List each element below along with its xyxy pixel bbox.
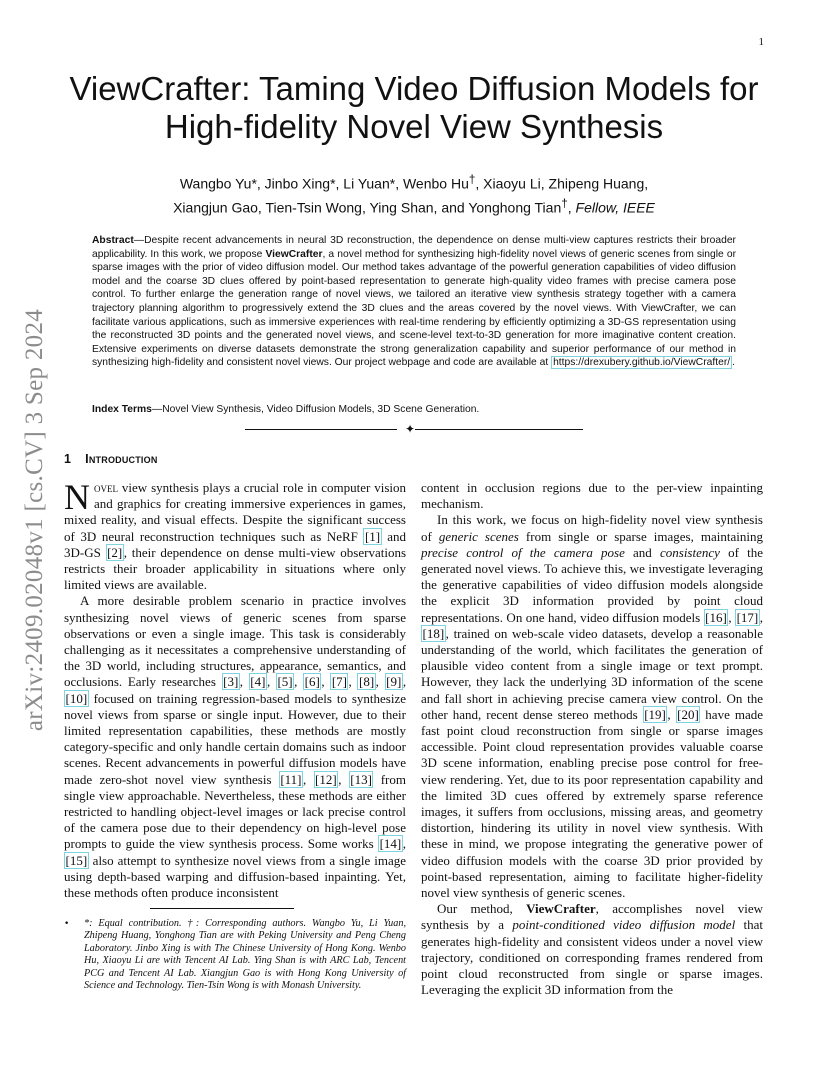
citation-link[interactable]: [7] — [331, 674, 347, 690]
abstract — [92, 234, 736, 370]
paragraph — [64, 477, 407, 593]
citation-link[interactable]: [18] — [422, 625, 445, 641]
text: A more desirable problem scenario in practice involves synthesizing novel views of generic scenes from sparse observations or even a single image. This task is considerably challenging as it necessitates a comprehensive understanding of the 3D world, including structures, appearance, semantics, and occlusions. Early researches — [64, 593, 406, 690]
paragraph — [421, 512, 763, 901]
method-name: ViewCrafter — [526, 901, 596, 917]
author-line-2 — [60, 194, 768, 218]
author-text: Xiangjun Gao, Tien-Tsin Wong, Ying Shan, and Yonghong Tian — [173, 199, 562, 216]
citation-link[interactable]: [19] — [644, 706, 666, 722]
text: , — [239, 674, 249, 690]
citation-link[interactable]: [4] — [250, 674, 266, 690]
citation-link[interactable]: [12] — [315, 771, 337, 787]
text: , — [266, 674, 276, 690]
section-divider — [245, 422, 583, 436]
citation-link[interactable]: [15] — [65, 852, 88, 868]
footnote — [64, 918, 406, 992]
author-list — [60, 170, 768, 217]
right-column — [421, 480, 763, 999]
text: have made fast point cloud reconstruction from single or sparse images accessible. Point cloud representation provides valuable coarse 3D scene information, enabling precise pose control for free-view rendering. Yet, due to its poor representation capability and the limited 3D cues offered by extremely sparse reference images, it suffers from occlusions, missing areas, and geometry distortion, hindering its utility in novel view synthesis. With these in mind, we propose integrating the generative power of video diffusion models with the coarse 3D prior provided by point-based representation, aiming to facilitate higher-fidelity novel view synthesis of generic scenes. — [421, 706, 763, 901]
text: , accomplishes novel view synthesis by a — [421, 901, 764, 933]
text: and 3D-GS — [64, 528, 406, 560]
section-heading-introduction — [64, 452, 158, 466]
left-column — [64, 477, 407, 901]
text: , — [728, 609, 736, 625]
text: , trained on web-scale video datasets, develop a reasonable understanding of the world, which facilitates the generation of plausible video content from a single image or text prompt. However, they lack the underlying 3D information of the scene and fall short in achieving precise camera view control. On the other hand, recent dense stereo methods — [421, 625, 763, 722]
fellow-ieee: Fellow, IEEE — [575, 199, 655, 216]
text: of the generated novel views. To achieve this, we investigate leveraging the generative capabilities of video diffusion models alongside the explicit 3D information provided by point cloud representations. On one hand, video diffusion models — [421, 544, 763, 625]
abstract-end: . — [732, 357, 735, 369]
paragraph — [421, 901, 763, 998]
citation-link[interactable]: [1] — [364, 528, 381, 544]
text: , — [667, 706, 676, 722]
italic-text: precise control of the camera pose — [421, 544, 625, 560]
text: In this work, we focus on high-fidelity novel view synthesis of — [421, 512, 763, 544]
citation-link[interactable]: [6] — [304, 674, 320, 690]
paragraph — [421, 480, 763, 512]
text: , — [759, 609, 764, 625]
text: focused on training regression-based models to synthesize novel views from sparse or single input. However, due to their limited representation capabilities, these methods are mostly category-specific and only handle certain domains such as indoor scenes. Recent advancements in powerful diffusion models have made zero-shot novel view synthesis — [64, 690, 406, 787]
text: Our method, — [437, 901, 527, 917]
citation-link[interactable]: [3] — [223, 674, 239, 690]
text: , — [294, 674, 304, 690]
footnote-bullet: • — [64, 919, 70, 929]
text: that generates high-fidelity and consistent videos under a novel view trajectory, conditioned on corresponding frames rendered from point cloud reconstructed from single or sparse images. Leveraging the explicit 3D information from the — [421, 917, 763, 998]
citation-link[interactable]: [14] — [379, 836, 402, 852]
method-name: ViewCrafter — [265, 248, 323, 260]
text: and — [624, 544, 660, 560]
text: content in occlusion regions due to the per-view inpainting mechanism. — [421, 480, 763, 512]
text: , — [303, 771, 314, 787]
author-text: , — [567, 199, 576, 216]
citation-link[interactable]: [10] — [65, 690, 88, 706]
paragraph — [64, 593, 406, 901]
drop-cap: N — [64, 477, 90, 517]
dagger-mark: † — [561, 196, 568, 210]
dagger-mark: † — [468, 173, 476, 186]
paper-title — [60, 70, 768, 146]
index-terms-label: Index Terms — [92, 404, 152, 415]
italic-text: generic scenes — [438, 528, 519, 544]
text: , — [321, 674, 331, 690]
smallcaps-word: ovel — [94, 480, 118, 495]
section-number: 1 — [64, 452, 72, 466]
italic-text: consistency — [659, 544, 720, 560]
divider-line-left — [245, 429, 397, 430]
section-title-rest: ntroduction — [88, 452, 158, 466]
title-line-1: ViewCrafter: Taming Video Diffusion Models for — [69, 70, 759, 107]
citation-link[interactable]: [11] — [280, 771, 302, 787]
index-terms-text: —Novel View Synthesis, Video Diffusion Models, 3D Scene Generation. — [151, 404, 480, 415]
text: , their dependence on dense multi-view observations restricts their broader applicability in situations where only limited views are available. — [64, 544, 407, 593]
text: also attempt to synthesize novel views from a single image using depth-based warping and diffusion-based inpainting. Yet, these methods often produce inconsistent — [64, 852, 406, 901]
divider-line-right — [415, 429, 583, 430]
author-text: , Xiaoyu Li, Zhipeng Huang, — [475, 175, 649, 192]
citation-link[interactable]: [13] — [350, 771, 372, 787]
citation-link[interactable]: [8] — [358, 674, 375, 690]
text: view synthesis plays a crucial role in computer vision and graphics for creating immersive experiences in games, mixed reality, and visual effects. Despite the significant success of 3D neural reconstruction techniques such as NeRF — [64, 480, 406, 544]
footnote-rule — [150, 908, 294, 909]
text: , — [402, 836, 406, 852]
text: , — [375, 674, 385, 690]
citation-link[interactable]: [5] — [277, 674, 293, 690]
abstract-text: , a novel method for synthesizing high-fidelity novel views of generic scenes from single or sparse images with the prior of video diffusion model. Our method takes advantage of the powerful generation capabilities of video diffusion model and the coarse 3D clues offered by point-based representation to generate high-quality video frames with precise camera pose control. To further enlarge the generation range of novel views, we tailored an iterative view synthesis strategy together with a camera trajectory planning algorithm to progressively extend the 3D clues and the areas covered by the novel views. With ViewCrafter, we can facilitate various applications, such as immersive experiences with real-time rendering by efficiently optimizing a 3D-GS representation using the reconstructed 3D points and the generated novel views, and scene-level text-to-3D generation for more imaginative content creation. Extensive experiments on diverse datasets demonstrate the strong generalization capability and superior performance of our method in synthesizing high-fidelity and consistent novel views. Our project webpage and code are available at — [92, 248, 736, 369]
page-number: 1 — [758, 36, 764, 48]
arxiv-identifier-stamp: arXiv:2409.02048v1 [cs.CV] 3 Sep 2024 — [21, 308, 48, 732]
text: , — [402, 674, 407, 690]
title-line-2: High-fidelity Novel View Synthesis — [164, 108, 664, 145]
author-line-1 — [60, 170, 768, 194]
citation-link[interactable]: [9] — [386, 674, 402, 690]
index-terms — [92, 403, 736, 417]
text: from single or sparse images, maintaining — [518, 528, 763, 544]
author-text: Wangbo Yu*, Jinbo Xing*, Li Yuan*, Wenbo Hu — [179, 175, 469, 192]
citation-link[interactable]: [20] — [677, 706, 699, 722]
footnote-text: *: Equal contribution. †: Corresponding authors. Wangbo Yu, Li Yuan, Zhipeng Huang, Yonghong Tian are with Peking University and Peng Cheng Laboratory. Jinbo Xing is with The Chinese University of Hong Kong. Wenbo Hu, Xiaoyu Li are with Tencent AI Lab. Ying Shan is with ARC Lab, Tencent PCG and Tencent AI Lab. Xiangjun Gao is with Hong Kong University of Science and Technology. Tien-Tsin Wong is with Monash University. — [84, 918, 406, 992]
text: , — [348, 674, 358, 690]
citation-link[interactable]: [17] — [736, 609, 759, 625]
text: from single view approachable. Nevertheless, these methods are either restricted to handling object-level images or lack precise control of the camera pose due to their dependency on high-level pose prompts to guide the view synthesis process. Some works — [64, 771, 407, 852]
italic-text: point-conditioned video diffusion model — [512, 917, 736, 933]
text: , — [338, 771, 349, 787]
divider-star-icon: ✦ — [405, 422, 416, 436]
citation-link[interactable]: [2] — [107, 544, 123, 560]
abstract-label: Abstract — [92, 235, 134, 246]
section-title-initial: I — [85, 452, 89, 466]
project-url-link[interactable]: https://drexubery.github.io/ViewCrafter/ — [553, 357, 731, 369]
citation-link[interactable]: [16] — [705, 609, 727, 625]
abstract-text: —Despite recent advancements in neural 3D reconstruction, the dependence on dense multi-view captures restricts their broader applicability. In this work, we propose — [92, 235, 736, 260]
